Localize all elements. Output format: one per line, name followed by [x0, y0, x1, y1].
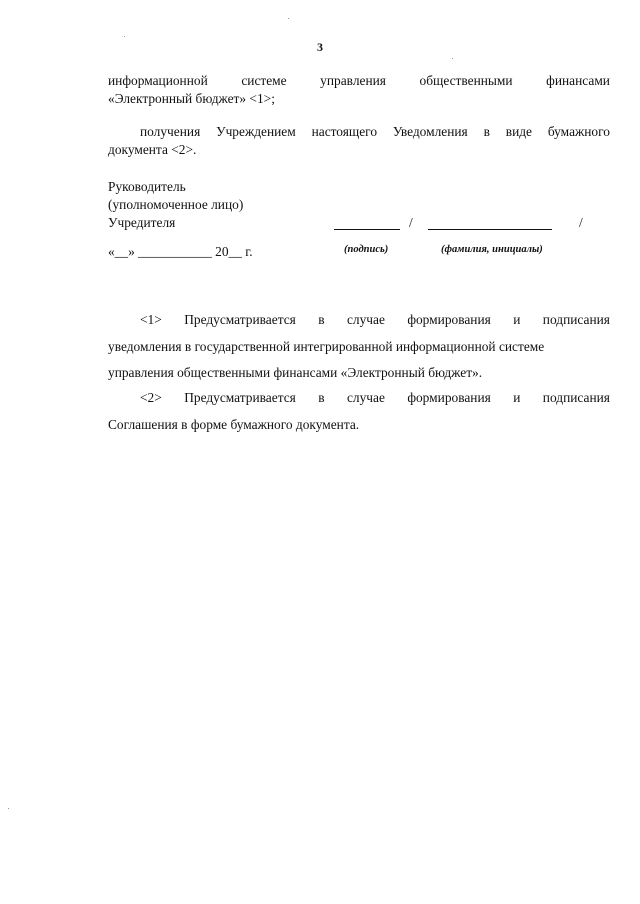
- word: в: [318, 390, 325, 405]
- word: Предусматривается: [184, 390, 296, 405]
- word: бумажного: [547, 124, 610, 139]
- word: финансами: [546, 73, 610, 88]
- word: в: [483, 124, 490, 139]
- signatory-role-line-3: Учредителя: [108, 215, 176, 230]
- name-caption: (фамилия, инициалы): [441, 244, 543, 255]
- footnote-2-line-1: [140, 390, 610, 406]
- page-number: 3: [317, 40, 323, 54]
- scan-speck: [288, 18, 289, 19]
- word: Учреждением: [216, 124, 296, 139]
- date-line: «__» ___________ 20__ г.: [108, 244, 253, 259]
- signatory-role-line-2: (уполномоченное лицо): [108, 197, 244, 212]
- word: общественными: [419, 73, 513, 88]
- word: управления: [320, 73, 386, 88]
- word: настоящего: [311, 124, 378, 139]
- name-blank-line: [428, 229, 552, 230]
- scan-speck: [452, 58, 453, 59]
- signature-blank-line: [334, 229, 400, 230]
- word: Предусматривается: [184, 312, 296, 327]
- footnote-1-line-2: уведомления в государственной интегрированной информационной системе: [108, 339, 545, 354]
- paragraph-2-line-1: [140, 124, 610, 140]
- word: в: [318, 312, 325, 327]
- word: подписания: [542, 312, 610, 327]
- signature-slash-1: /: [409, 215, 413, 230]
- footnote-1-line-1: [140, 312, 610, 328]
- scan-speck: [8, 808, 9, 809]
- paragraph-1-line-1: [108, 73, 610, 89]
- word: <1>: [140, 312, 162, 327]
- word: <2>: [140, 390, 162, 405]
- word: виде: [505, 124, 532, 139]
- word: случае: [346, 390, 385, 405]
- word: и: [513, 390, 521, 405]
- word: получения: [140, 124, 201, 139]
- word: системе: [241, 73, 287, 88]
- scan-speck: [124, 36, 125, 37]
- footnote-1-line-3: управления общественными финансами «Электронный бюджет».: [108, 365, 483, 380]
- paragraph-1-line-2: «Электронный бюджет» <1>;: [108, 91, 275, 106]
- word: Уведомления: [392, 124, 468, 139]
- signatory-role-line-1: Руководитель: [108, 179, 186, 194]
- word: случае: [346, 312, 385, 327]
- signature-slash-2: /: [579, 215, 583, 230]
- footnote-2-line-2: Соглашения в форме бумажного документа.: [108, 417, 360, 432]
- word: информационной: [108, 73, 208, 88]
- word: и: [513, 312, 521, 327]
- signature-caption: (подпись): [344, 244, 389, 255]
- word: подписания: [542, 390, 610, 405]
- word: формирования: [407, 390, 491, 405]
- paragraph-2-line-2: документа <2>.: [108, 142, 197, 157]
- word: формирования: [407, 312, 491, 327]
